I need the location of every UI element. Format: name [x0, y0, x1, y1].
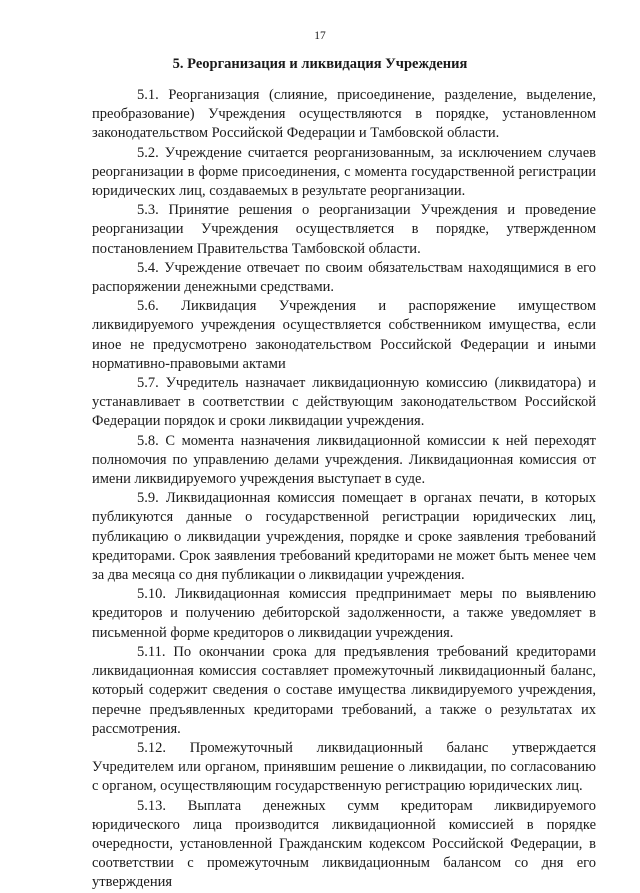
page-number: 17 [314, 30, 326, 42]
paragraph-5-12: 5.12. Промежуточный ликвидационный баланс утверждается Учредителем или органом, принявшим решение о ликвидации, по согласованию с органом, осуществляющим государственную регистрацию юридических лиц. [92, 739, 596, 795]
paragraph-5-2: 5.2. Учреждение считается реорганизованным, за исключением случаев реорганизации в форме присоединения, с момента государственной регистрации юридических лиц, создаваемых в результате реорганизации. [92, 144, 596, 200]
paragraph-5-8: 5.8. С момента назначения ликвидационной комиссии к ней переходят полномочия по управлению делами учреждения. Ликвидационная комиссия от имени ликвидируемого учреждения выступает в суде. [92, 432, 596, 488]
paragraph-5-6: 5.6. Ликвидация Учреждения и распоряжение имуществом ликвидируемого учреждения осуществляется собственником имущества, если иное не предусмотрено законодательством Российской Федерации и иными нормативно-правовыми актами [92, 298, 596, 372]
document-body [92, 86, 596, 893]
paragraph-5-1: 5.1. Реорганизация (слияние, присоединение, разделение, выделение, преобразование) Учреждения осуществляются в порядке, установленном законодательством Российской Федерации и Тамбовской области. [92, 87, 596, 142]
paragraph-5-4: 5.4. Учреждение отвечает по своим обязательствам находящимися в его распоряжении денежными средствами. [92, 259, 596, 296]
paragraph-5-9: 5.9. Ликвидационная комиссия помещает в органах печати, в которых публикуются данные о государственной регистрации юридических лиц, публикацию о ликвидации учреждения, порядке и сроке заявления требований кредиторами. Срок заявления требований кредиторами не может быть менее чем за два месяца со дня публикации о ликвидации учреждения. [92, 490, 596, 584]
paragraph-5-7: 5.7. Учредитель назначает ликвидационную комиссию (ликвидатора) и устанавливает в соответствии с действующим законодательством Российской Федерации порядок и сроки ликвидации учреждения. [92, 375, 596, 430]
paragraph-5-10: 5.10. Ликвидационная комиссия предпринимает меры по выявлению кредиторов и получению дебиторской задолженности, а также уведомляет в письменной форме кредиторов о ликвидации учреждения. [92, 586, 596, 641]
paragraph-5-11: 5.11. По окончании срока для предъявления требований кредиторами ликвидационная комиссия составляет промежуточный ликвидационный баланс, который содержит сведения о составе имущества ликвидируемого учреждения, перечне предъявленных кредиторами требований, а также о результатах их рассмотрения. [92, 643, 596, 737]
paragraph-5-13: 5.13. Выплата денежных сумм кредиторам ликвидируемого юридического лица производится ликвидационной комиссией в порядке очередности, установленной Гражданским кодексом Российской Федерации, в соответствии с промежуточным ликвидационным балансом со дня его утверждения [92, 797, 596, 891]
section-title: 5. Реорганизация и ликвидация Учреждения [172, 56, 468, 72]
paragraph-5-3: 5.3. Принятие решения о реорганизации Учреждения и проведение реорганизации Учреждения осуществляется в порядке, утвержденном постановлением Правительства Тамбовской области. [92, 202, 596, 257]
